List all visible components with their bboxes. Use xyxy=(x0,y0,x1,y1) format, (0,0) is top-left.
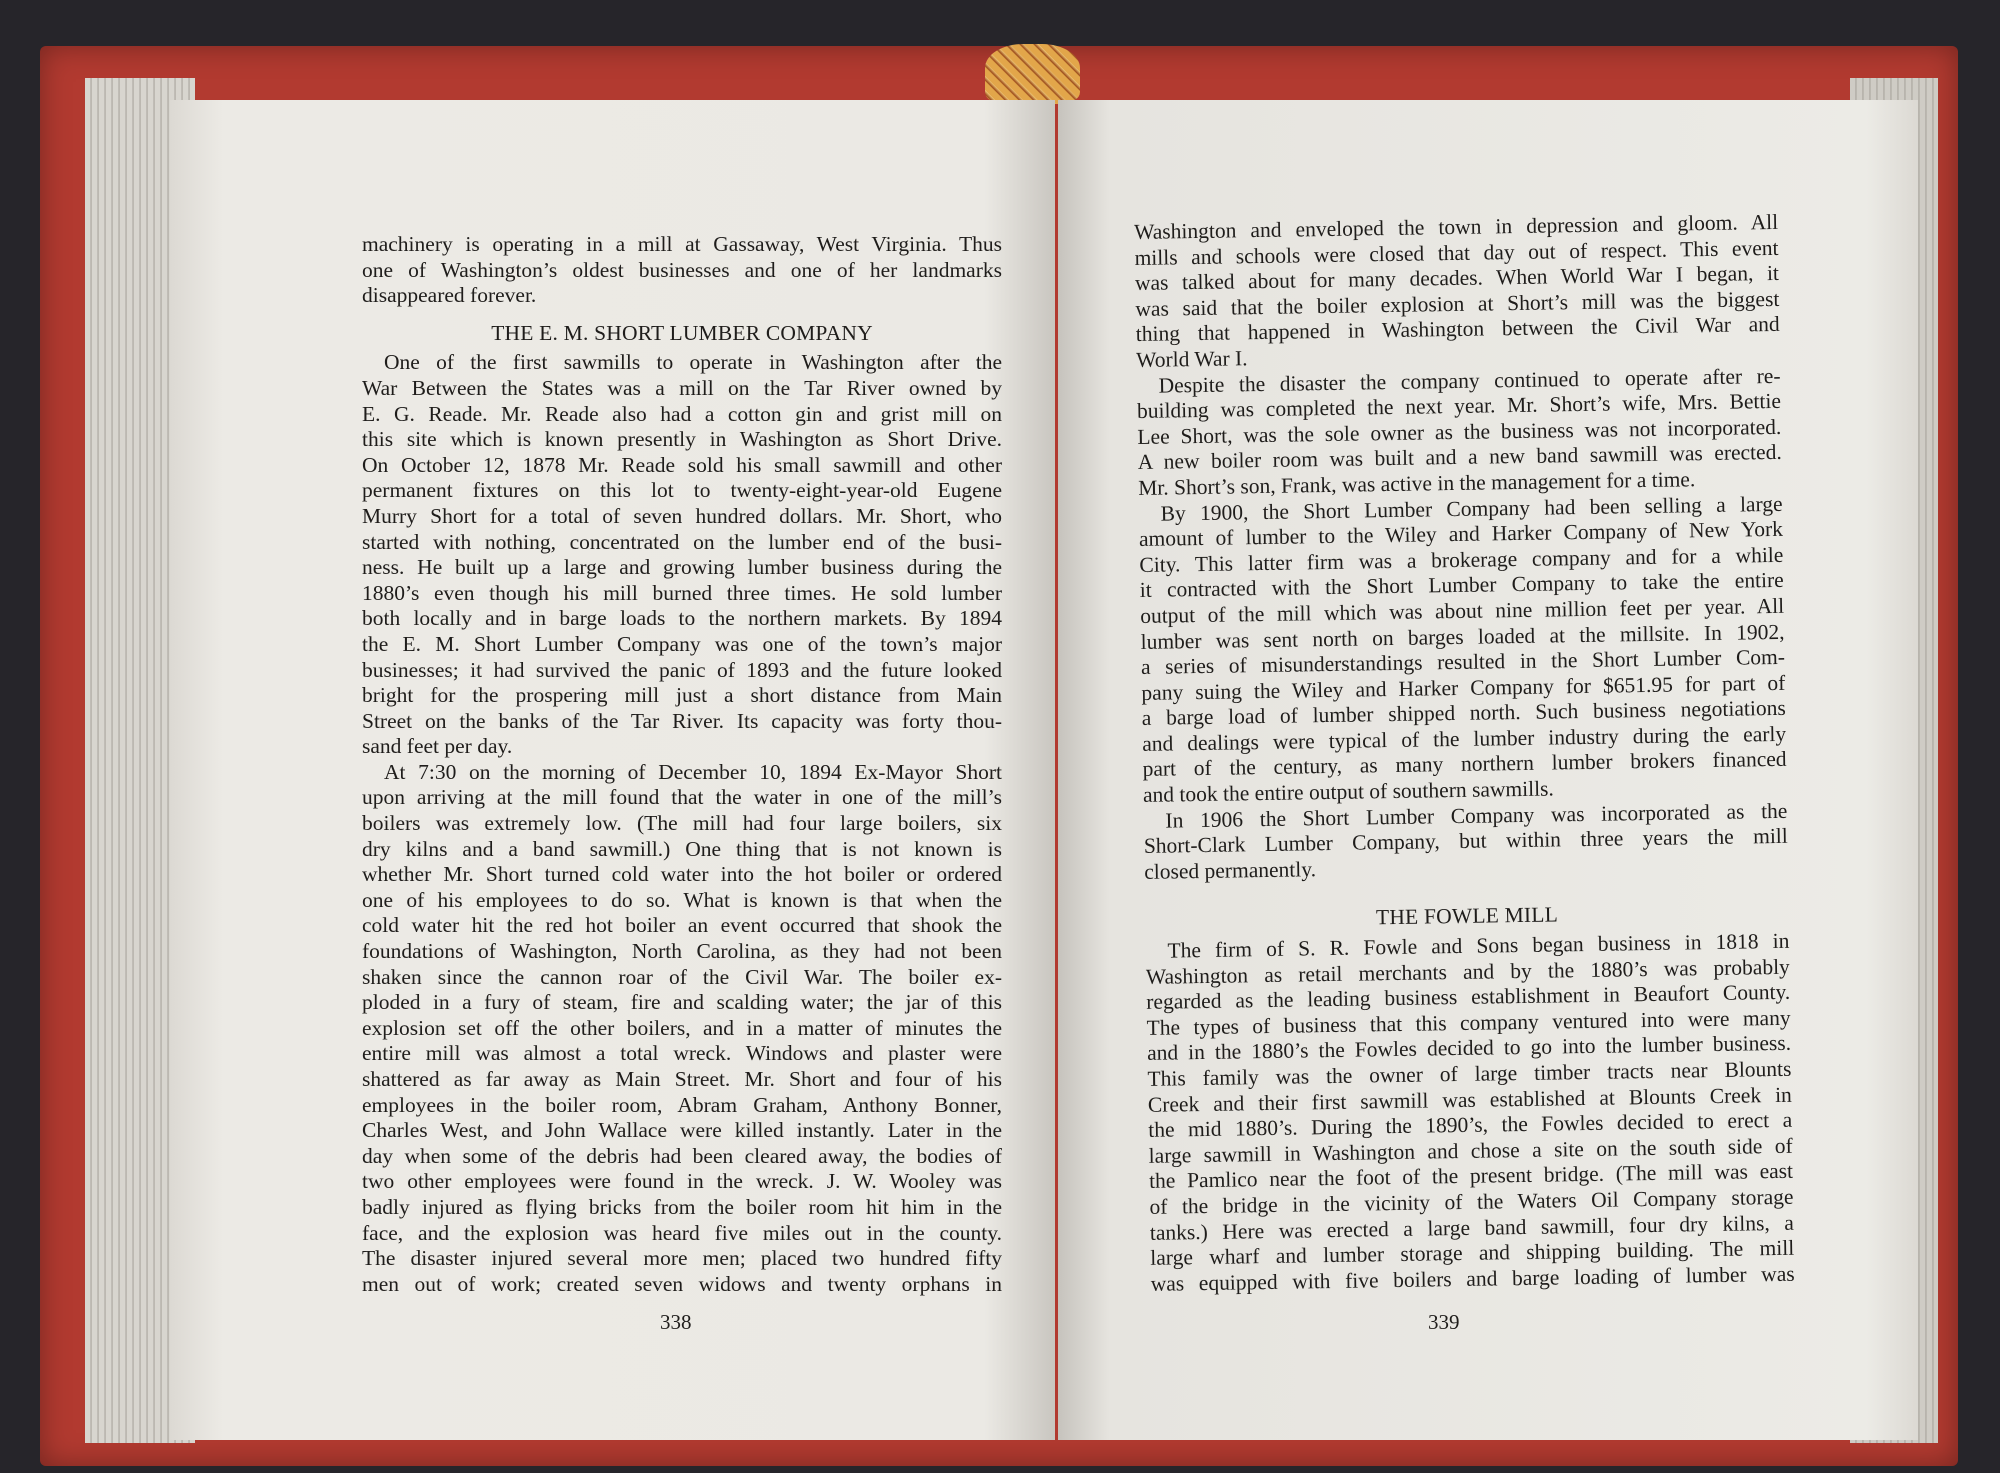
text-line: shattered as far away as Main Street. Mr. Short and four of his xyxy=(362,1067,1002,1091)
text-line: ness. He built up a large and growing lumber business during the xyxy=(362,555,1002,580)
text-line: Short-Clark Lumber Company, but within three years the mill xyxy=(1143,824,1788,859)
paragraph-5 xyxy=(1145,929,1795,1297)
text-line: this site which is known presently in Washington as Short Drive. xyxy=(362,427,1002,452)
text-line: was equipped with five boilers and barge loading of lumber was xyxy=(1150,1261,1795,1296)
text-line: foundations of Washington, North Carolina, as they had not been xyxy=(362,939,1002,964)
text-line: part of the century, as many northern lumber brokers financed xyxy=(1142,747,1787,782)
text-line: At 7:30 on the morning of December 10, 1894 Ex-Mayor Short xyxy=(384,759,1002,784)
text-line: businesses; it had survived the panic of 1893 and the future looked xyxy=(362,657,1002,682)
text-line: was said that the boiler explosion at Short’s mill was the biggest xyxy=(1135,286,1780,321)
section-heading-fowle-mill: THE FOWLE MILL xyxy=(1375,902,1559,930)
text-line: day when some of the debris had been cleared away, the bodies of xyxy=(362,1143,1002,1168)
text-line: both locally and in barge loads to the northern markets. By 1894 xyxy=(362,606,1002,631)
text-line: E. G. Reade. Mr. Reade also had a cotton gin and grist mill on xyxy=(362,401,1002,426)
text-line: bright for the prospering mill just a short distance from Main xyxy=(362,683,1002,708)
text-line: one of Washington’s oldest businesses and one of her landmarks xyxy=(362,257,1002,282)
text-line: In 1906 the Short Lumber Company was incorporated as the xyxy=(1165,798,1788,833)
text-line: The disaster injured several more men; placed two hundred fifty xyxy=(362,1246,1002,1271)
text-line: it contracted with the Short Lumber Company to take the entire xyxy=(1139,568,1784,603)
text-line: Washington and enveloped the town in depression and gloom. All xyxy=(1134,209,1779,244)
text-line: a series of misunderstandings resulted in the Short Lumber Com- xyxy=(1140,644,1786,680)
text-line: tanks.) Here was erected a large band sawmill, four dry kilns, a xyxy=(1149,1210,1795,1245)
text-line: Murry Short for a total of seven hundred dollars. Mr. Short, who xyxy=(362,503,1002,528)
bookmark-ribbon xyxy=(985,44,1080,104)
paragraph-4 xyxy=(1143,798,1788,885)
text-line: War Between the States was a mill on the Tar River owned by xyxy=(362,375,1002,400)
text-line: started with nothing, concentrated on the lumber end of the busi- xyxy=(362,529,1002,554)
intro-paragraph xyxy=(362,232,1002,309)
text-line: Charles West, and John Wallace were killed instantly. Later in the xyxy=(362,1118,1002,1143)
text-line: By 1900, the Short Lumber Company had been selling a large xyxy=(1160,491,1783,526)
text-line: Lee Short, was the sole owner as the business was not incorporated. xyxy=(1137,414,1782,449)
paragraph-2 xyxy=(362,760,1002,1297)
text-line: men out of work; created seven widows and twenty orphans in xyxy=(362,1271,1002,1296)
text-line: City. This latter firm was a brokerage company and for a while xyxy=(1139,542,1784,577)
text-line: disappeared forever. xyxy=(362,283,537,308)
text-line: the Pamlico near the foot of the present bridge. (The mill was east xyxy=(1148,1159,1794,1194)
section-heading-short-lumber: THE E. M. SHORT LUMBER COMPANY xyxy=(491,320,873,345)
text-line: ploded in a fury of steam, fire and scalding water; the jar of this xyxy=(362,990,1002,1015)
text-line: pany suing the Wiley and Harker Company for $651.95 for part of xyxy=(1141,670,1786,705)
text-line: whether Mr. Short turned cold water into the hot boiler or ordered xyxy=(362,862,1002,887)
text-line: machinery is operating in a mill at Gassaway, West Virginia. Thus xyxy=(362,232,1002,256)
page-number-right: 339 xyxy=(1428,1310,1460,1334)
text-line: The types of business that this company ventured into were many xyxy=(1146,1005,1791,1040)
text-line: was talked about for many decades. When World War I began, it xyxy=(1134,261,1780,296)
text-line: the E. M. Short Lumber Company was one of the town’s major xyxy=(362,631,1002,656)
text-line: 1880’s even though his mill burned three times. He sold lumber xyxy=(362,580,1002,605)
left-page xyxy=(170,100,1055,1440)
text-line: one of his employees to do so. What is known is that when the xyxy=(362,887,1002,912)
text-line: The firm of S. R. Fowle and Sons began business in 1818 in xyxy=(1167,928,1790,963)
right-page xyxy=(1058,100,1918,1440)
text-line: building was completed the next year. Mr. Short’s wife, Mrs. Bettie xyxy=(1136,389,1782,424)
text-line: employees in the boiler room, Abram Graham, Anthony Bonner, xyxy=(362,1092,1002,1117)
text-line: closed permanently. xyxy=(1144,857,1317,884)
text-line: boilers was extremely low. (The mill had four large boilers, six xyxy=(362,811,1002,836)
text-line: World War I. xyxy=(1136,346,1248,372)
paragraph-1 xyxy=(362,350,1002,760)
text-line: mills and schools were closed that day out of respect. This event xyxy=(1134,235,1779,270)
text-line: regarded as the leading business establishment in Beaufort County. xyxy=(1146,980,1791,1015)
text-line: face, and the explosion was heard five miles out in the county. xyxy=(362,1220,1002,1245)
text-line: and in the 1880’s the Fowles decided to go into the lumber business. xyxy=(1146,1031,1792,1066)
text-line: Despite the disaster the company continued to operate after re- xyxy=(1158,363,1781,398)
text-line: Creek and their first sawmill was established at Blounts Creek in xyxy=(1147,1082,1793,1117)
paragraph-1 xyxy=(1134,210,1780,374)
text-line: and dealings were typical of the lumber industry during the early xyxy=(1142,721,1787,756)
right-page-text xyxy=(1134,210,1795,1297)
text-line: explosion set off the other boilers, and in a matter of minutes the xyxy=(362,1015,1002,1040)
text-line: This family was the owner of large timber tracts near Blounts xyxy=(1147,1056,1792,1091)
left-page-text xyxy=(362,232,1002,1297)
text-line: Washington as retail merchants and by the 1880’s was probably xyxy=(1145,954,1790,989)
text-line: sand feet per day. xyxy=(362,734,513,759)
text-line: upon arriving at the mill found that the water in one of the mill’s xyxy=(362,785,1002,810)
text-line: shaken since the cannon roar of the Civil War. The boiler ex- xyxy=(362,964,1002,989)
text-line: A new boiler room was built and a new band sawmill was erected. xyxy=(1137,440,1782,475)
text-line: badly injured as flying bricks from the boiler room hit him in the xyxy=(362,1194,1002,1219)
text-line: lumber was sent north on barges loaded at the millsite. In 1902, xyxy=(1140,619,1785,654)
text-line: Mr. Short’s son, Frank, was active in the management for a time. xyxy=(1138,467,1696,500)
text-line: permanent fixtures on this lot to twenty-eight-year-old Eugene xyxy=(362,478,1002,503)
paragraph-3 xyxy=(1138,491,1787,808)
text-line: Street on the banks of the Tar River. Its capacity was forty thou- xyxy=(362,708,1002,733)
text-line: output of the mill which was about nine million feet per year. All xyxy=(1140,593,1785,628)
text-line: and took the entire output of southern sawmills. xyxy=(1142,776,1554,807)
text-line: a barge load of lumber shipped north. Such business negotiations xyxy=(1141,696,1786,731)
text-line: entire mill was almost a total wreck. Windows and plaster were xyxy=(362,1041,1002,1066)
text-line: On October 12, 1878 Mr. Reade sold his small sawmill and other xyxy=(362,452,1002,477)
text-line: two other employees were found in the wreck. J. W. Wooley was xyxy=(362,1169,1002,1194)
text-line: dry kilns and a band sawmill.) One thing that is not known is xyxy=(362,836,1002,861)
page-number-left: 338 xyxy=(660,1310,692,1334)
text-line: cold water hit the red hot boiler an event occurred that shook the xyxy=(362,913,1002,938)
text-line: One of the first sawmills to operate in Washington after the xyxy=(384,350,1002,375)
text-line: the mid 1880’s. During the 1890’s, the Fowles decided to erect a xyxy=(1148,1107,1793,1143)
text-line: of the bridge in the vicinity of the Waters Oil Company storage xyxy=(1149,1184,1794,1219)
text-line: thing that happened in Washington between the Civil War and xyxy=(1135,312,1780,347)
text-line: large wharf and lumber storage and shipping building. The mill xyxy=(1150,1235,1795,1271)
text-line: large sawmill in Washington and chose a site on the south side of xyxy=(1148,1133,1793,1168)
paragraph-2 xyxy=(1136,363,1782,501)
text-line: amount of lumber to the Wiley and Harker Company of New York xyxy=(1138,516,1784,552)
